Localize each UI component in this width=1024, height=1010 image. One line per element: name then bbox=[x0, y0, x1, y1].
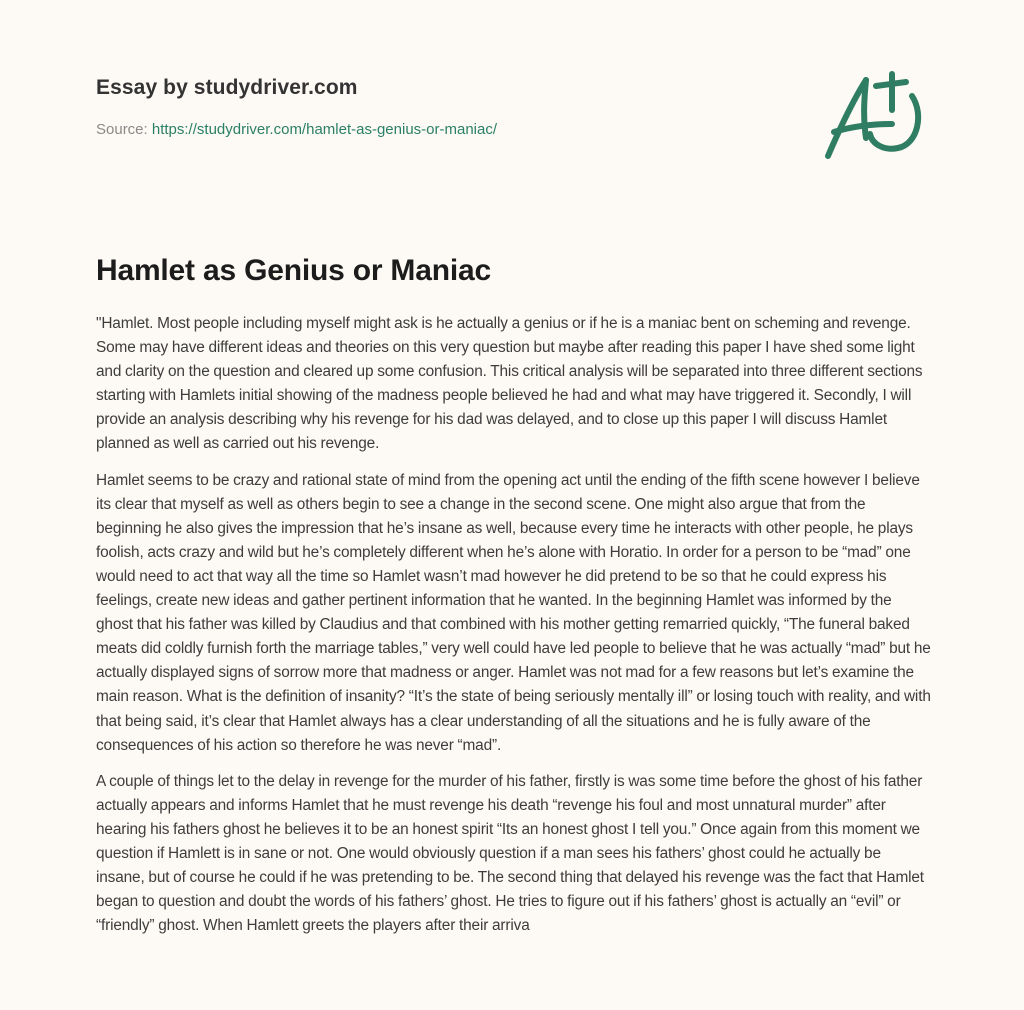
a-plus-grade-icon bbox=[820, 66, 930, 166]
page-header bbox=[96, 76, 796, 138]
source-label: Source: bbox=[96, 121, 152, 138]
source-link[interactable]: https://studydriver.com/hamlet-as-genius-or-maniac/ bbox=[151, 121, 498, 138]
essay-title: Hamlet as Genius or Maniac bbox=[96, 254, 491, 287]
essay-paragraph: A couple of things let to the delay in revenge for the murder of his father, firstly is was some time before the ghost of his father actually appears and informs Hamlet that he must revenge his death “revenge his foul and most unnatural murder” after hearing his fathers ghost he believes it to be an honest spirit “Its an honest ghost I tell you.” Once again from this moment we question if Hamlett is in sane or not. One would obviously question if a man sees his fathers’ ghost could he actually be insane, but of course he could if he was pretending to be. The second thing that delayed his revenge was the fact that Hamlet began to question and doubt the words of his fathers’ ghost. He tries to figure out if his fathers’ ghost is actually an “evil” or “friendly” ghost. When Hamlett greets the players after their arriva bbox=[96, 772, 924, 935]
essay-article bbox=[96, 254, 932, 950]
source-line bbox=[96, 121, 796, 138]
brand-title: Essay by studydriver.com bbox=[96, 76, 358, 99]
essay-paragraph: Hamlet seems to be crazy and rational state of mind from the opening act until the ending of the fifth scene however I believe its clear that myself as well as others begin to see a change in the second scene. One might also argue that from the beginning he also gives the impression that he’s insane as well, because every time he interacts with other people, he plays foolish, acts crazy and wild but he’s completely different when he’s alone with Horatio. In order for a person to be “mad” one would need to act that way all the time so Hamlet wasn’t mad however he did pretend to be so that he could express his feelings, create new ideas and gather pertinent information that he wanted. In the beginning Hamlet was informed by the ghost that his father was killed by Claudius and that combined with his mother getting remarried quickly, “The funeral baked meats did coldly furnish forth the marriage tables,” very well could have led people to believe that he was actually “mad” but he actually displayed signs of sorrow more that madness or anger. Hamlet was not mad for a few reasons but let’s examine the main reason. What is the definition of insanity? “It’s the state of being seriously mentally ill” or losing touch with reality, and with that being said, it’s clear that Hamlet always has a clear understanding of all the situations and he is fully aware of the consequences of his action so therefore he was never “mad”. bbox=[96, 471, 931, 754]
essay-paragraph: "Hamlet. Most people including myself might ask is he actually a genius or if he is a maniac bent on scheming and revenge. Some may have different ideas and theories on this very question but maybe after reading this paper I have shed some light and clarity on the question and cleared up some confusion. This critical analysis will be separated into three different sections starting with Hamlets initial showing of the madness people believed he had and what may have triggered it. Secondly, I will provide an analysis describing why his revenge for his dad was delayed, and to close up this paper I will discuss Hamlet planned as well as carried out his revenge. bbox=[96, 315, 923, 453]
